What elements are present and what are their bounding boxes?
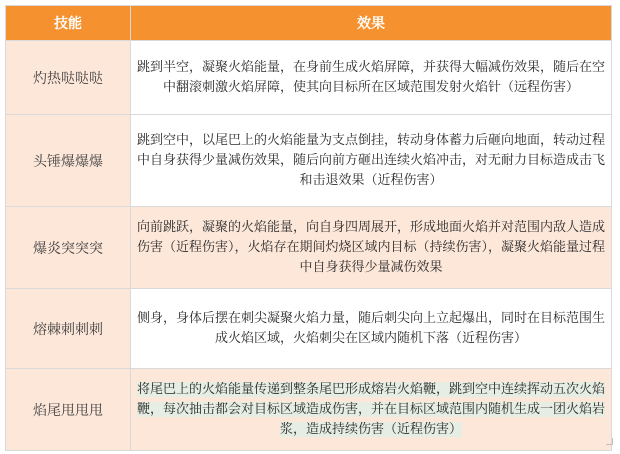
- skill-effect: 跳到半空，凝聚火焰能量，在身前生成火焰屏障，并获得大幅减伤效果，随后在空中翻滚刺激火焰屏障，使其向目标所在区域范围发射火焰针（远程伤害）: [131, 41, 612, 115]
- table-row: [6, 207, 612, 289]
- skill-name: 灼热哒哒哒: [6, 41, 131, 115]
- resize-corner-mark: [606, 438, 613, 445]
- table-row: [6, 41, 612, 115]
- skill-name: 焰尾甩甩甩: [6, 369, 131, 451]
- skill-name: 头锤爆爆爆: [6, 115, 131, 207]
- header-skill: 技能: [6, 6, 131, 41]
- table-header-row: [6, 6, 612, 41]
- header-effect: 效果: [131, 6, 612, 41]
- skill-effect: 侧身，身体后摆在刺尖凝聚火焰力量，随后刺尖向上立起爆出，同时在目标范围生成火焰区域，火焰刺尖在区域内随机下落（近程伤害）: [131, 289, 612, 369]
- skill-name: 爆炎突突突: [6, 207, 131, 289]
- skill-effect: 跳到空中，以尾巴上的火焰能量为支点倒挂，转动身体蓄力后砸向地面，转动过程中自身获得少量减伤效果，随后向前方砸出连续火焰冲击，对无耐力目标造成击飞和击退效果（近程伤害）: [131, 115, 612, 207]
- skill-name: 熔棘刺刺刺: [6, 289, 131, 369]
- highlighted-effect-text: 将尾巴上的火焰能量传递到整条尾巴形成熔岩火焰鞭，跳到空中连续挥动五次火焰鞭，每次抽击都会对目标区域造成伤害，并在目标区域范围内随机生成一团火焰岩浆，造成持续伤害（近程伤害）: [137, 381, 606, 437]
- skill-effect: [131, 369, 612, 451]
- table-row: [6, 115, 612, 207]
- skills-table: [5, 5, 612, 451]
- table-row: [6, 289, 612, 369]
- table-row: [6, 369, 612, 451]
- skill-effect: 向前跳跃，凝聚的火焰能量，向自身四周展开，形成地面火焰并对范围内敌人造成伤害（近程伤害），火焰存在期间灼烧区域内目标（持续伤害），凝聚火焰能量过程中自身获得少量减伤效果: [131, 207, 612, 289]
